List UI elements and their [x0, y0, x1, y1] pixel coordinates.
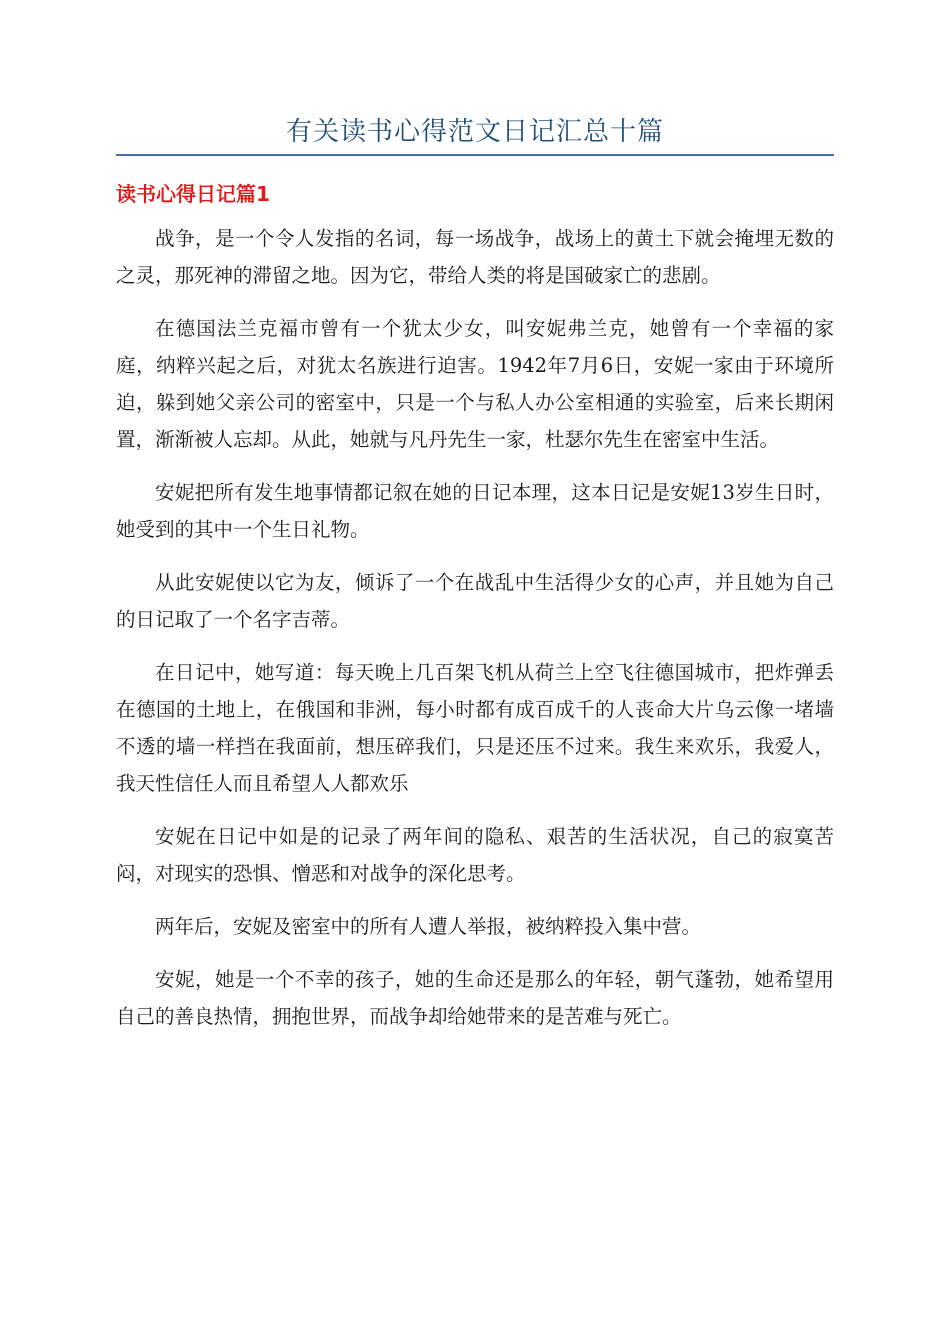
paragraph: 在德国法兰克福市曾有一个犹太少女，叫安妮弗兰克，她曾有一个幸福的家庭，纳粹兴起之后，对犹太名族进行迫害。1942年7月6日，安妮一家由于环境所迫，躲到她父亲公司的密室中，只是一个与私人办公室相通的实验室，后来长期闲置，渐渐被人忘却。从此，她就与凡丹先生一家，杜瑟尔先生在密室中生活。 [116, 317, 834, 451]
paragraph: 在日记中，她写道：每天晚上几百架飞机从荷兰上空飞往德国城市，把炸弹丢在德国的土地上，在俄国和非洲，每小时都有成百成千的人丧命大片乌云像一堵墙不透的墙一样挡在我面前，想压碎我们，只是还压不过来。我生来欢乐，我爱人，我天性信任人而且希望人人都欢乐 [116, 661, 834, 795]
paragraph: 两年后，安妮及密室中的所有人遭人举报，被纳粹投入集中营。 [155, 915, 702, 938]
paragraph: 从此安妮使以它为友，倾诉了一个在战乱中生活得少女的心声，并且她为自己的日记取了一个名字吉蒂。 [116, 571, 834, 631]
section-heading: 读书心得日记篇1 [116, 182, 270, 206]
paragraph: 安妮把所有发生地事情都记叙在她的日记本理，这本日记是安妮13岁生日时，她受到的其中一个生日礼物。 [116, 481, 834, 541]
body-text [116, 220, 834, 1051]
paragraph: 战争，是一个令人发指的名词，每一场战争，战场上的黄土下就会掩埋无数的之灵，那死神的滞留之地。因为它，带给人类的将是国破家亡的悲剧。 [116, 227, 834, 287]
paragraph: 安妮在日记中如是的记录了两年间的隐私、艰苦的生活状况，自己的寂寞苦闷，对现实的恐惧、憎恶和对战争的深化思考。 [116, 825, 834, 885]
document-title: 有关读书心得范文日记汇总十篇 [285, 117, 664, 147]
title-underline [116, 154, 834, 156]
paragraph: 安妮，她是一个不幸的孩子，她的生命还是那么的年轻，朝气蓬勃，她希望用自己的善良热情，拥抱世界，而战争却给她带来的是苦难与死亡。 [116, 968, 834, 1028]
